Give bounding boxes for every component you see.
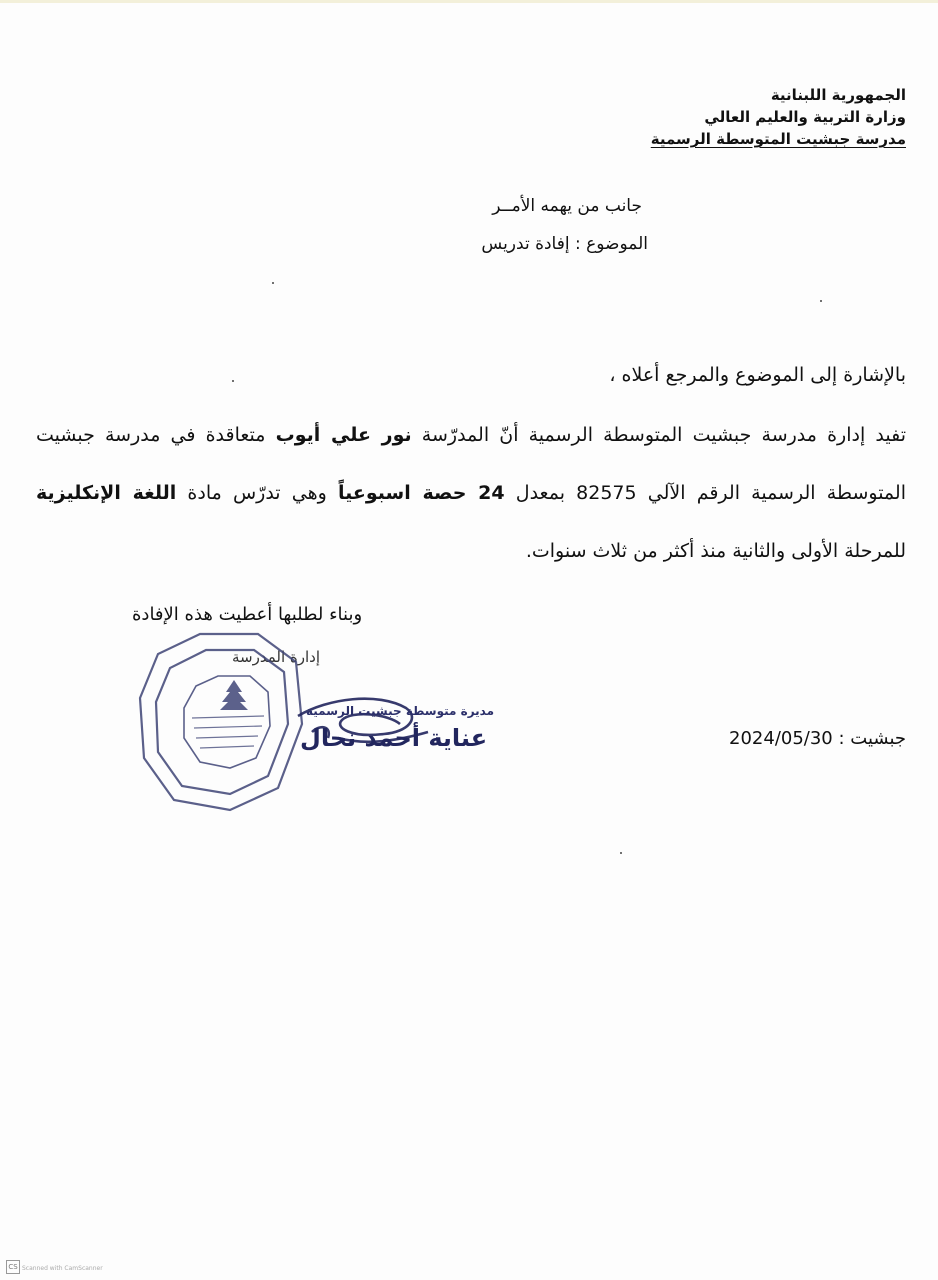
scan-speck bbox=[820, 300, 822, 302]
main-paragraph bbox=[36, 406, 906, 580]
closing-line: وبناء لطلبها أعطيت هذه الإفادة bbox=[132, 604, 363, 625]
letter-body bbox=[36, 350, 906, 580]
weekly-hours: 24 حصة اسبوعياً bbox=[337, 482, 505, 504]
addressee-line: جانب من يهمه الأمــر bbox=[492, 196, 642, 216]
camscanner-logo: CS bbox=[6, 1260, 20, 1274]
greeting-line: بالإشارة إلى الموضوع والمرجع أعلاه ، bbox=[609, 364, 906, 386]
scan-edge bbox=[0, 0, 938, 3]
scan-speck bbox=[232, 380, 234, 382]
stamp-graphic bbox=[138, 628, 468, 814]
administration-label: إدارة المدرسة bbox=[232, 648, 321, 666]
director-name: عناية أحمد نحال bbox=[300, 724, 488, 752]
scan-speck bbox=[620, 852, 622, 854]
camscanner-watermark: Scanned with CamScanner bbox=[22, 1265, 103, 1272]
paragraph-part: للمرحلة الأولى والثانية منذ أكثر من ثلاث سنوات. bbox=[525, 540, 906, 562]
paragraph-part: وهي تدرّس مادة bbox=[176, 482, 338, 504]
letterhead-ministry: وزارة التربية والعليم العالي bbox=[704, 108, 906, 126]
letterhead-school: مدرسة جبشيت المتوسطة الرسمية bbox=[650, 130, 906, 148]
letterhead-republic: الجمهورية اللبنانية bbox=[770, 86, 906, 104]
official-stamp bbox=[138, 628, 468, 814]
scan-speck bbox=[272, 282, 274, 284]
paragraph-part: متعاقدة في مدرسة جبشيت المتوسطة الرسمية الرقم الآلي 82575 بمعدل bbox=[36, 424, 906, 504]
director-title: مديرة متوسطة جبشيت الرسمية bbox=[306, 704, 495, 718]
subject-name: اللغة الإنكليزية bbox=[36, 482, 177, 504]
letterhead bbox=[651, 84, 906, 150]
paragraph-part: تفيد إدارة مدرسة جبشيت المتوسطة الرسمية أنّ المدرّسة bbox=[411, 424, 906, 446]
date-line: جبشيت : 2024/05/30 bbox=[729, 728, 906, 749]
teacher-name: نور علي أيوب bbox=[275, 424, 412, 446]
subject-line: الموضوع : إفادة تدريس bbox=[481, 234, 648, 254]
